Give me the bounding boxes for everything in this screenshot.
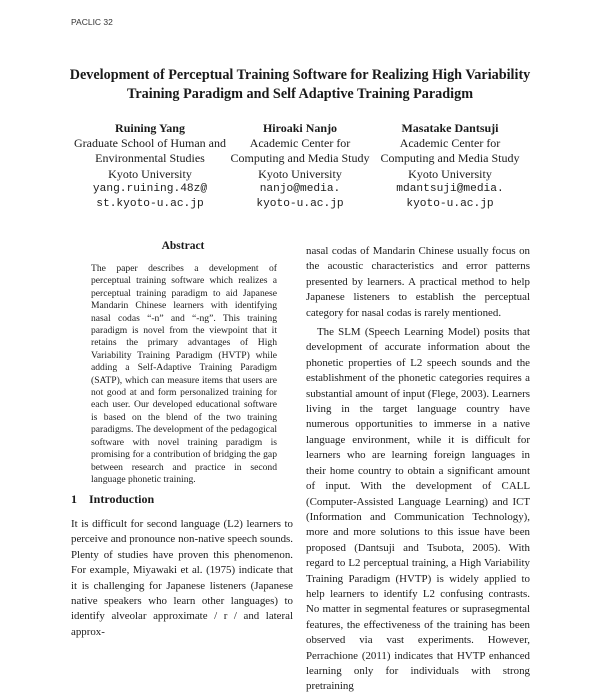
author-affiliation: Computing and Media Study bbox=[380, 151, 520, 166]
introduction-paragraph: It is difficult for second language (L2) learners to perceive and pronounce non-native speech sounds. Plenty of studies have proven this phenomenon. For example, Miyawaki et al. (1975) indicate that it is challenging for Japanese listeners (Japanese native speakers who learn other languages) to identify alveolar approximate / r / and lateral approx- bbox=[71, 518, 293, 638]
author-affiliation: Graduate School of Human and bbox=[74, 136, 226, 151]
abstract-heading: Abstract bbox=[161, 240, 205, 252]
author-affiliation: Kyoto University bbox=[408, 166, 492, 181]
section-title: Introduction bbox=[89, 492, 155, 506]
author-affiliation: Kyoto University bbox=[108, 166, 192, 181]
author-affiliation: Kyoto University bbox=[258, 166, 342, 181]
abstract-text: The paper describes a development of perceptual training software which realizes a perceptual training paradigm to aid Japanese Mandarin Chinese learners with identifying nasal codas “-n” and “-ng”. This training paradigm is novel from the viewpoint that it retains the primary advantages of High Variability Training Paradigm (HVTP) while adding a Self-Adaptive Training Paradigm (SATP), which can measure items that users are not good at and form personalized training for each user. Our developed educational software is based on the blend of the two training paradigms. The development of the pedagogical software with novel training paradigm is promising for a contribution of bridging the gap between research and practice in second language phonetic training. bbox=[91, 263, 277, 485]
author-block-1 bbox=[65, 121, 235, 212]
author-name: Masatake Dantsuji bbox=[401, 121, 499, 135]
author-name: Ruining Yang bbox=[115, 121, 185, 135]
title-line-1: Development of Perceptual Training Software for Realizing High Variability bbox=[69, 67, 531, 83]
body-paragraph: The SLM (Speech Learning Model) posits that development of accurate information about the phonetic properties of L2 speech sounds and the establishment of the phonetic categories requires a substantial amount of input (Flege, 2003). Learners living in the target language country have numerous opportunities to immerse in a native language environment, while it is difficult for learners who are learning foreign languages in their home country to obtain a significant amount of input. With the development of CALL (Computer-Assisted Language Learning) and ICT (Information and Communication Technology), more and more solutions to this issue have been proposed (Dantsuji and Tsubota, 2005). With regard to L2 perceptual training, a High Variability Training Paradigm (HVTP) is widely applied to help learners to identify L2 confusing contrasts. No matter in segmental features or suprasegmental features, the effectiveness of the training has been observed via vast experiments. However, Perrachione (2011) indicates that HVTP enhanced learning only for individuals with strong pretraining bbox=[306, 326, 530, 693]
section-heading bbox=[71, 492, 154, 507]
right-column bbox=[306, 244, 530, 695]
author-email: nanjo@media. bbox=[259, 182, 341, 195]
author-email: st.kyoto-u.ac.jp bbox=[96, 198, 204, 211]
author-email: yang.ruining.48z@ bbox=[92, 182, 208, 195]
section-number: 1 bbox=[71, 492, 77, 506]
body-paragraph: nasal codas of Mandarin Chinese usually focus on the acoustic characteristics and error patterns presented by learners. A practical method to help Japanese listeners to establish the perceptual category for nasal codas is rarely mentioned. bbox=[306, 245, 530, 319]
author-affiliation: Environmental Studies bbox=[95, 151, 205, 166]
author-block-3 bbox=[365, 121, 535, 212]
author-email: kyoto-u.ac.jp bbox=[256, 198, 344, 211]
paper-title bbox=[40, 66, 560, 104]
running-head: PACLIC 32 bbox=[71, 17, 113, 27]
author-affiliation: Academic Center for bbox=[249, 136, 351, 151]
author-email: kyoto-u.ac.jp bbox=[406, 198, 494, 211]
author-block-2 bbox=[215, 121, 385, 212]
title-line-2: Training Paradigm and Self Adaptive Training Paradigm bbox=[126, 86, 474, 102]
author-email: mdantsuji@media. bbox=[396, 182, 504, 195]
author-affiliation: Computing and Media Study bbox=[230, 151, 370, 166]
author-affiliation: Academic Center for bbox=[399, 136, 501, 151]
author-name: Hiroaki Nanjo bbox=[262, 121, 338, 135]
